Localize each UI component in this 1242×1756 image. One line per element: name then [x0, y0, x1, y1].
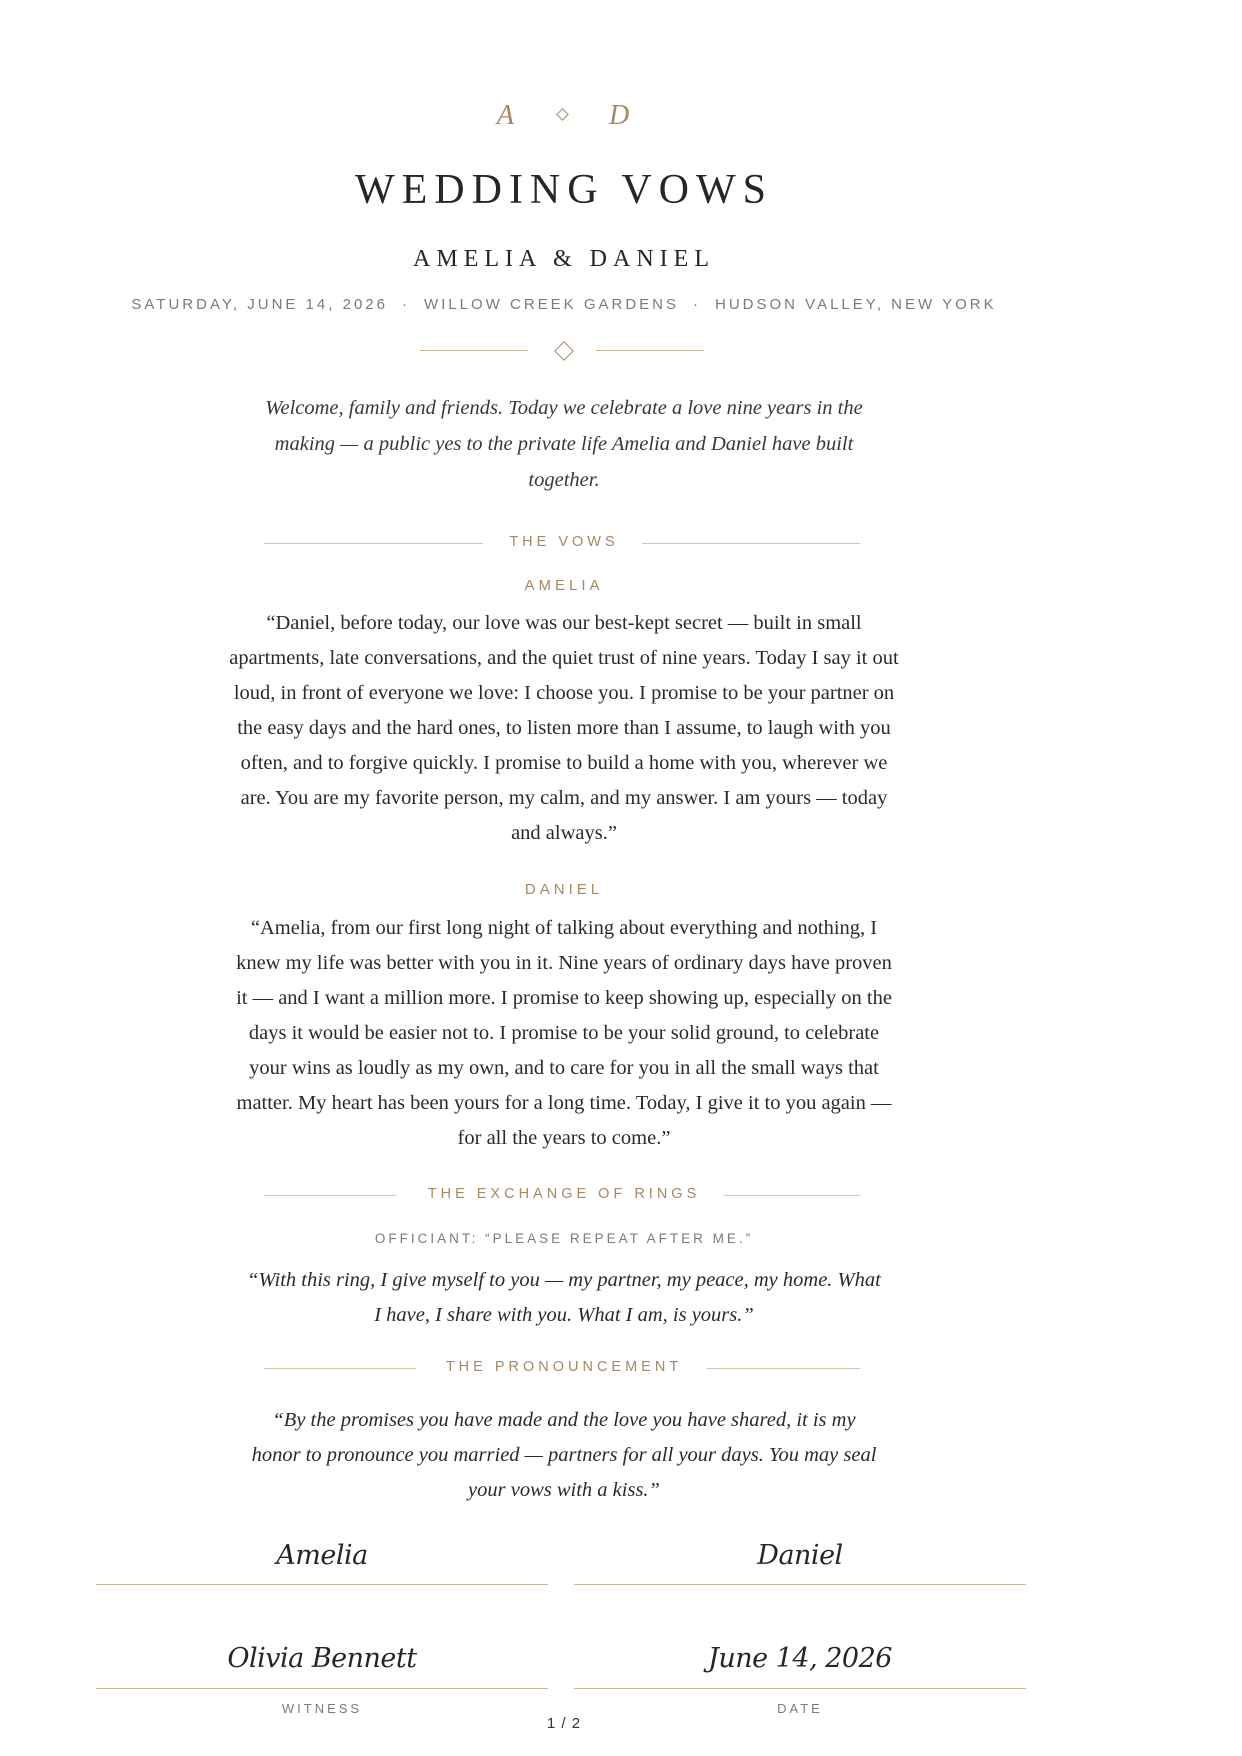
ring-vow-text: “With this ring, I give myself to you — my partner, my peace, my home. What I have, I share with you. What I am, is yours.”: [247, 1269, 881, 1326]
witness-label: WITNESS: [281, 1701, 363, 1716]
page-number: 1 / 2: [546, 1715, 582, 1732]
monogram: [0, 100, 1128, 132]
monogram-left: A: [496, 100, 516, 131]
ornament-divider: [0, 342, 1128, 360]
page-title: WEDDING VOWS: [354, 167, 773, 213]
officiant-instruction: OFFICIANT: “PLEASE REPEAT AFTER ME.”: [374, 1231, 754, 1246]
section-title: THE VOWS: [509, 534, 619, 550]
section-heading-vows: [0, 534, 1128, 554]
signature-partner-1: Amelia: [276, 1540, 368, 1571]
vow-text-daniel: “Amelia, from our first long night of talking about everything and nothing, I knew my life was better with you in it. Nine years of ordinary days have proven it — and I want a million more. I promise to keep showing up, especially on the days it would be easier not to. I promise to be your solid ground, to celebrate your wins as loudly as my own, and to care for you in all the small ways that matter. My heart has been yours for a long time. Today, I give it to you again — for all the years to come.”: [236, 917, 892, 1149]
signature-line: [574, 1584, 1026, 1585]
welcome-text: Welcome, family and friends. Today we celebrate a love nine years in the making — a public yes to the private life Amelia and Daniel have built together.: [265, 397, 863, 491]
event-location: HUDSON VALLEY, NEW YORK: [715, 296, 997, 313]
signature-line: [574, 1688, 1026, 1689]
event-date: SATURDAY, JUNE 14, 2026: [131, 296, 388, 313]
diamond-icon: [556, 108, 569, 121]
pronouncement-text: “By the promises you have made and the love you have shared, it is my honor to pronounce you married — partners for all your days. You may seal your vows with a kiss.”: [251, 1409, 877, 1501]
separator: ·: [693, 296, 702, 313]
event-venue: WILLOW CREEK GARDENS: [423, 296, 680, 313]
event-details: [0, 296, 1128, 313]
separator: ·: [401, 296, 410, 313]
signature-line: [96, 1688, 548, 1689]
divider-line: [596, 350, 704, 351]
section-title: THE EXCHANGE OF RINGS: [427, 1186, 701, 1202]
date-label: DATE: [777, 1701, 823, 1716]
section-heading-rings: [0, 1186, 1128, 1206]
speaker-name-amelia: AMELIA: [524, 577, 604, 594]
signature-witness: Olivia Bennett: [227, 1643, 417, 1674]
diamond-icon: [554, 341, 574, 361]
section-heading-pronouncement: [0, 1359, 1128, 1379]
signature-date: June 14, 2026: [708, 1643, 892, 1674]
vow-text-amelia: “Daniel, before today, our love was our best-kept secret — built in small apartments, late conversations, and the quiet trust of nine years. Today I say it out loud, in front of everyone we love: I choose you. I promise to be your partner on the easy days and the hard ones, to listen more than I assume, to laugh with you often, and to forgive quickly. I promise to build a home with you, wherever we are. You are my favorite person, my calm, and my answer. I am yours — today and always.”: [229, 612, 899, 844]
divider-line: [642, 543, 860, 544]
monogram-right: D: [608, 100, 632, 131]
divider-line: [724, 1195, 860, 1196]
speaker-name-daniel: DANIEL: [524, 881, 604, 898]
couple-names: AMELIA & DANIEL: [413, 246, 715, 272]
section-title: THE PRONOUNCEMENT: [445, 1359, 683, 1375]
signature-line: [96, 1584, 548, 1585]
divider-line: [707, 1368, 860, 1369]
divider-line: [420, 350, 528, 351]
signature-partner-2: Daniel: [757, 1540, 843, 1571]
